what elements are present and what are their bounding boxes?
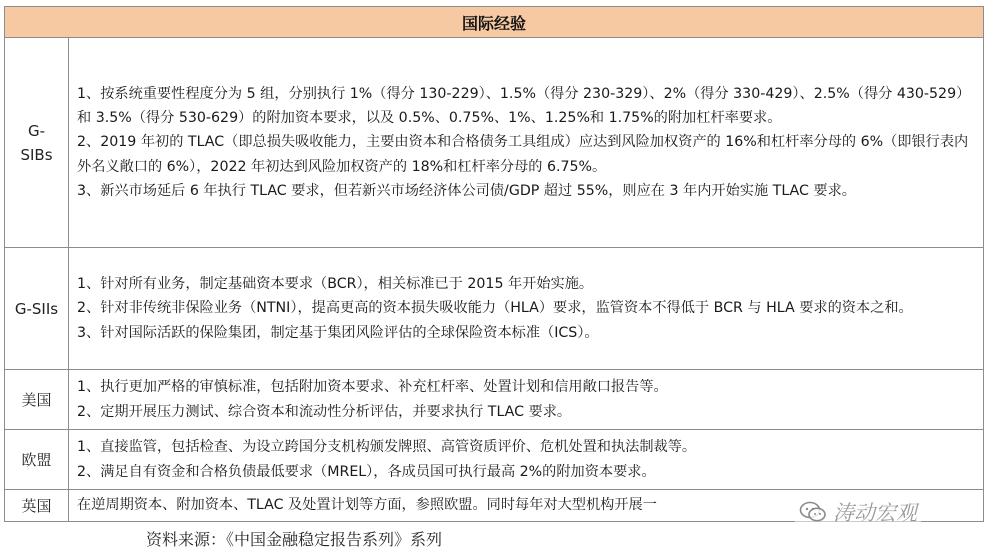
region-cell [5,38,69,248]
list-item: 3、针对国际活跃的保险集团，制定基于集团风险评估的全球保险资本标准（ICS）。 [77,324,599,341]
region-cell [5,430,69,490]
table-row [5,430,984,490]
list-item: 1、针对所有业务，制定基础资本要求（BCR），相关标准已于 2015 年开始实施。 [77,276,594,293]
content-cell [69,38,984,248]
table-row [5,38,984,248]
list-item: 3、新兴市场延后 6 年执行 TLAC 要求，但若新兴市场经济体公司债/GDP 超过 55%，则应在 3 年内开始实施 TLAC 要求。 [77,182,856,199]
region-label: 英国 [21,496,52,515]
content-cell [69,248,984,370]
list-item: 在逆周期资本、附加资本、TLAC 及处置计划等方面，参照欧盟。同时每年对大型机构开展一 [77,497,657,514]
region-label: 美国 [21,390,52,409]
region-label: G-SIIs [14,299,59,318]
list-item: 1、执行更加严格的审慎标准，包括附加资本要求、补充杠杆率、处置计划和信用敞口报告等。 [77,379,668,396]
watermark-text: 涛动宏观 [833,501,917,525]
list-item: 1、直接监管，包括检查、为设立跨国分支机构颁发牌照、高管资质评价、危机处置和执法制裁等。 [77,439,697,456]
table-header-row [5,7,984,38]
list-item: 2、2019 年初的 TLAC（即总损失吸收能力，主要由资本和合格债务工具组成）应达到风险加权资产的 16%和杠杆率分母的 6%（即银行表内外名义敞口的 6%），2022 年初达到风险加权资产的 18%和杠杆率分母的 6.75%。 [77,134,969,175]
region-cell [5,490,69,522]
content-cell [69,370,984,430]
table-title: 国际经验 [5,7,984,38]
source-note: 资料来源：《中国金融稳定报告系列》系列 [146,530,443,549]
region-label: G- SIBs [20,121,53,164]
list-item: 1、按系统重要性程度分为 5 组，分别执行 1%（得分 130-229）、1.5%（得分 230-329）、2%（得分 330-429）、2.5%（得分 430-529）和 3.5%（得分 530-629）的附加资本要求，以及 0.5%、0.75%、1%、1.25%和 1.75%的附加杠杆率要求。 [77,85,971,127]
list-item: 2、定期开展压力测试、综合资本和流动性分析评估，并要求执行 TLAC 要求。 [77,403,572,420]
international-experience-table [4,6,984,522]
wechat-icon [799,501,827,523]
region-label: 欧盟 [21,450,52,469]
list-item: 2、针对非传统非保险业务（NTNI），提高更高的资本损失吸收能力（HLA）要求，监管资本不得低于 BCR 与 HLA 要求的资本之和。 [77,300,913,317]
region-cell [5,248,69,370]
table-row [5,248,984,370]
region-cell [5,370,69,430]
list-item: 2、满足自有资金和合格负债最低要求（MREL），各成员国可执行最高 2%的附加资本要求。 [77,463,656,480]
table-row [5,370,984,430]
watermark [795,497,921,527]
content-cell [69,430,984,490]
